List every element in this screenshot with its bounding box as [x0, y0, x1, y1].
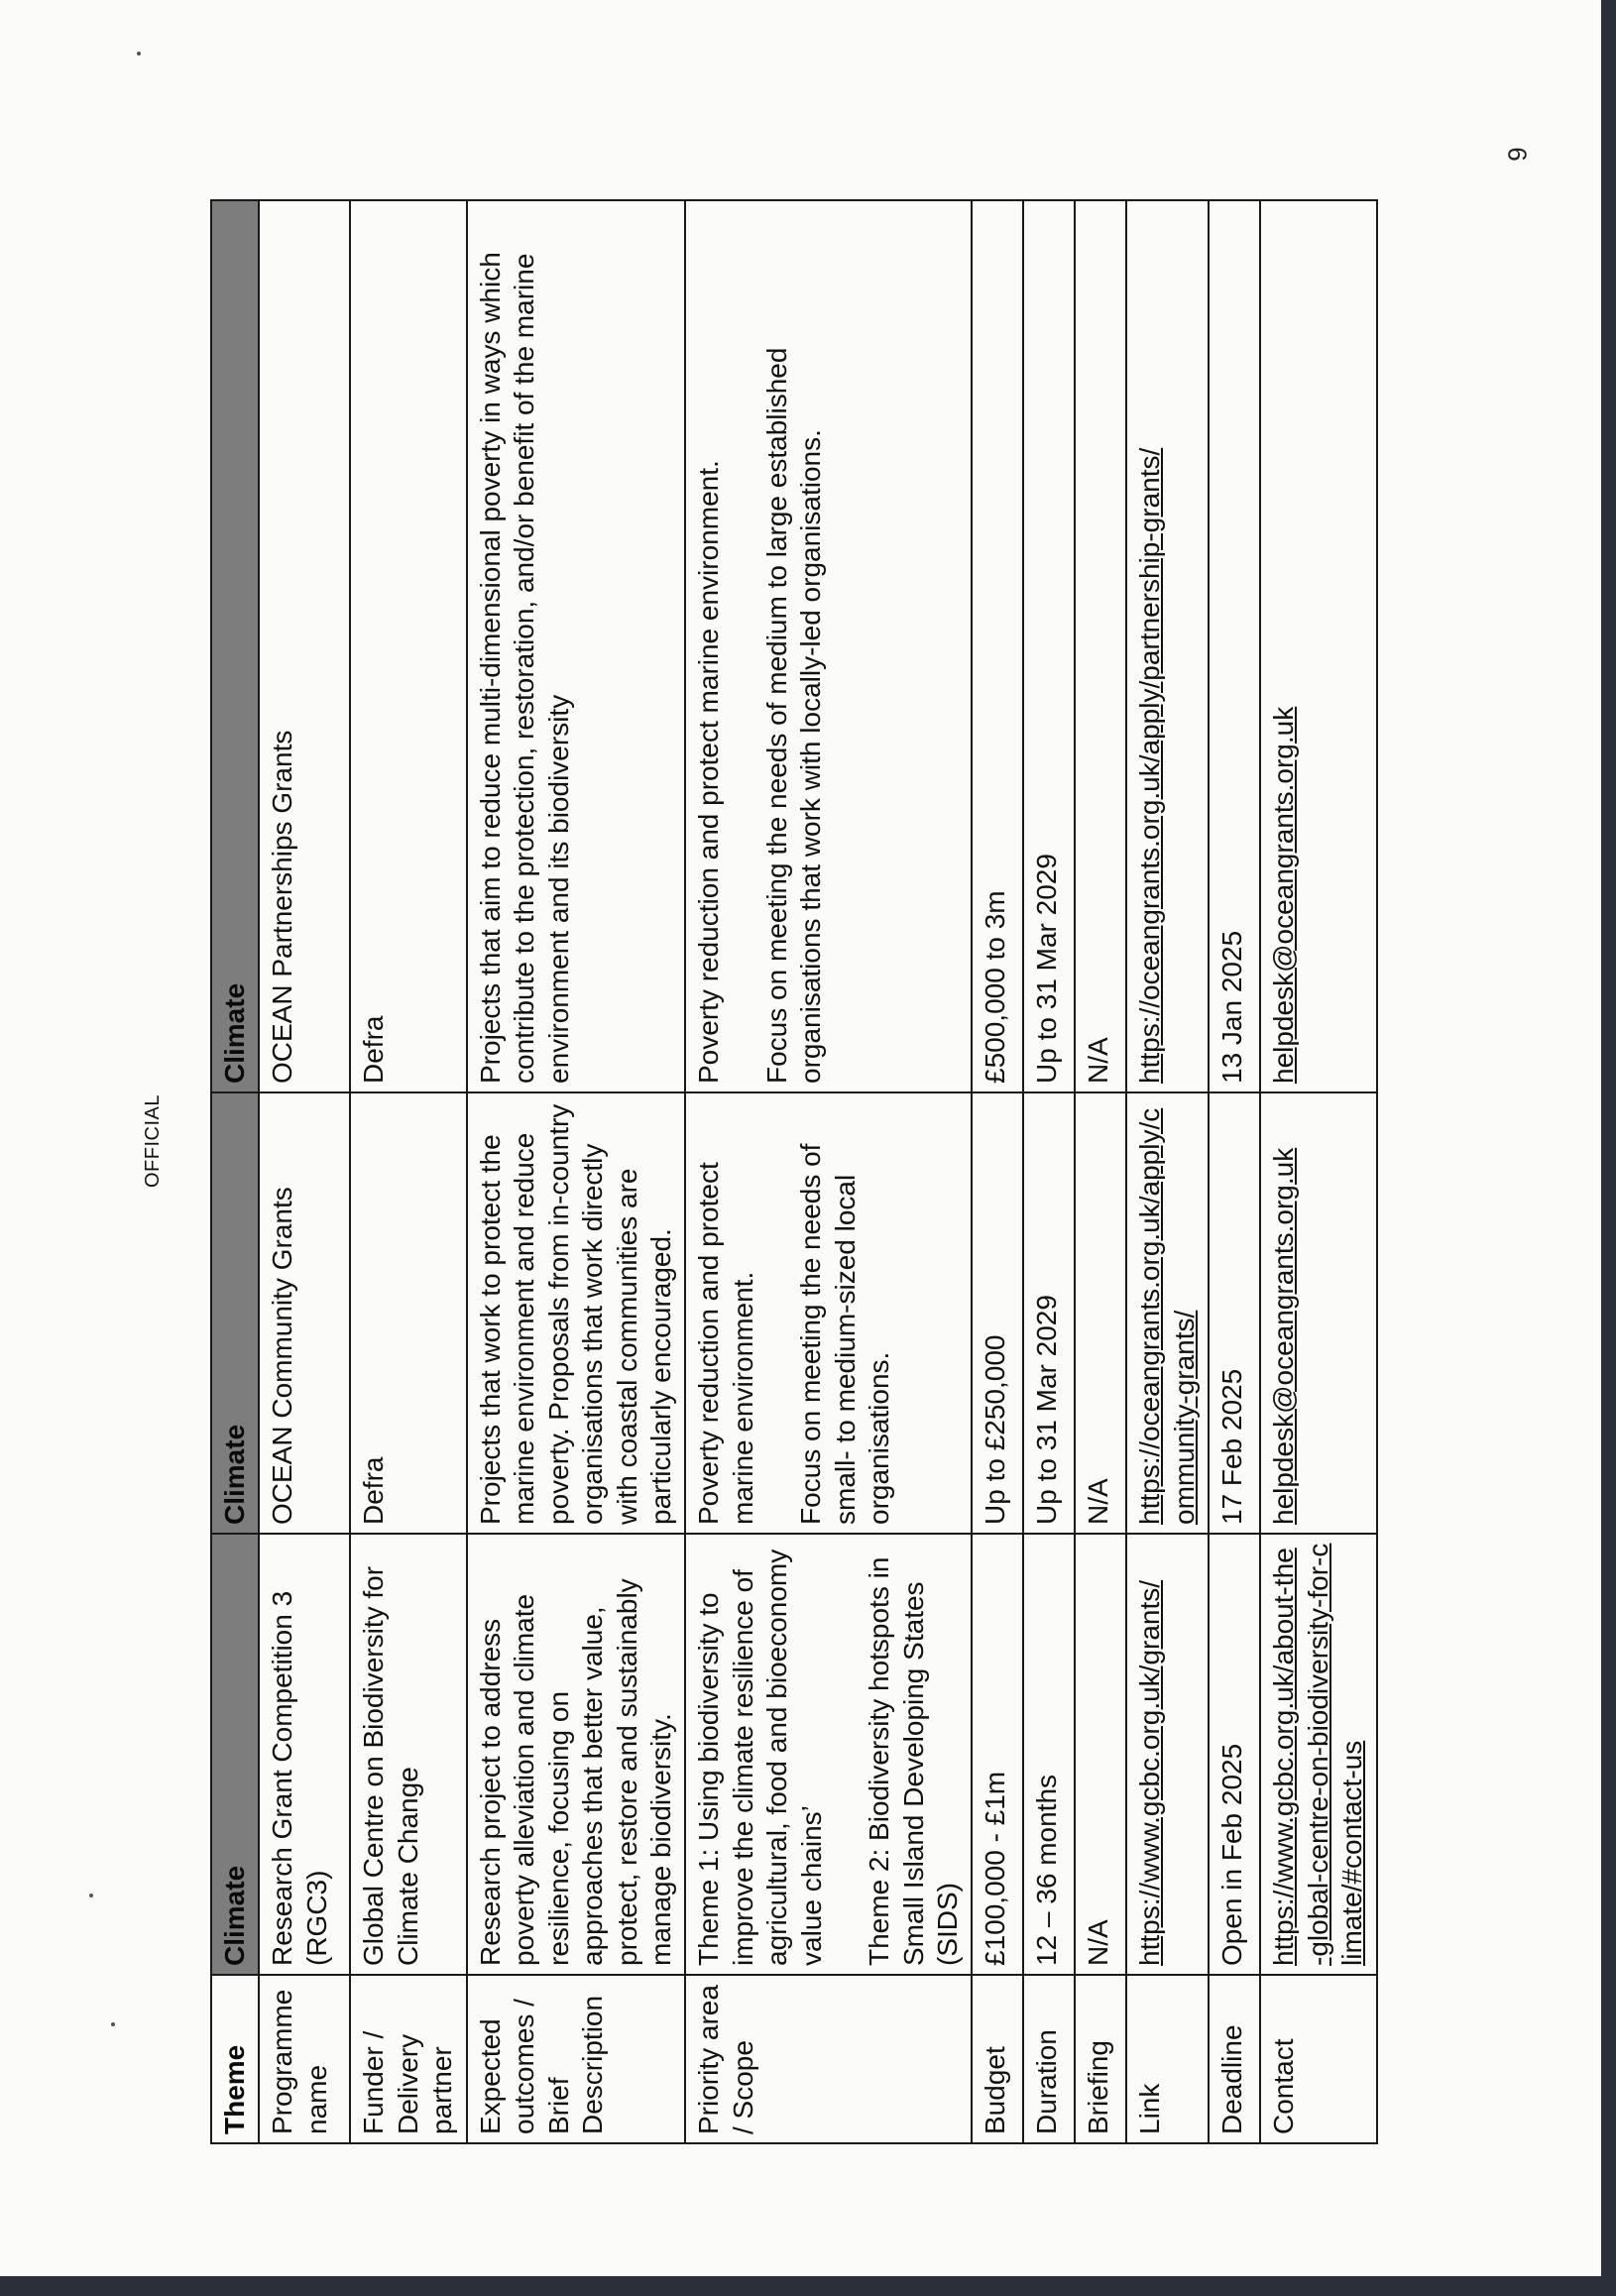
page-number: 6	[1502, 147, 1533, 162]
cell-paragraph: Poverty reduction and protect marine environment.	[693, 1162, 758, 1525]
grants-link[interactable]: https://www.gcbc.org.uk/grants/	[1134, 1579, 1166, 1966]
table-row-funder	[350, 200, 466, 2143]
partnership-grants-link[interactable]: https://oceangrants.org.uk/apply/partnership-grants/	[1134, 447, 1166, 1084]
table-cell: 12 – 36 months	[1023, 1534, 1075, 1975]
table-cell: Research Grant Competition 3 (RGC3)	[259, 1534, 350, 1975]
table-cell	[685, 1092, 972, 1534]
table-cell: Up to £250,000	[972, 1092, 1023, 1534]
column-header-climate-2: Climate	[211, 1092, 259, 1534]
row-label: Priority area / Scope	[685, 1975, 972, 2143]
table-cell: Open in Feb 2025	[1209, 1534, 1260, 1975]
table-row-contact	[1260, 200, 1376, 2143]
table-row-budget	[972, 200, 1023, 2143]
row-label: Briefing	[1075, 1975, 1126, 2143]
table-cell: Research project to address poverty alleviation and climate resilience, focusing on approaches that better value, protect, restore and sustainably manage biodiversity.	[467, 1534, 686, 1975]
table-row-link	[1126, 200, 1209, 2143]
community-grants-link[interactable]: https://oceangrants.org.uk/apply/community-grants/	[1134, 1107, 1200, 1525]
cell-paragraph: Poverty reduction and protect marine environment.	[693, 460, 725, 1084]
cell-paragraph: Focus on meeting the needs of medium to large established organisations that work with locally-led organisations.	[760, 347, 827, 1084]
table-cell: OCEAN Partnerships Grants	[259, 200, 350, 1092]
table-cell: Up to 31 Mar 2029	[1023, 1092, 1075, 1534]
table-cell: £500,000 to 3m	[972, 200, 1023, 1092]
table-cell	[685, 1534, 972, 1975]
header-row	[211, 200, 259, 2143]
table-cell: £100,000 - £1m	[972, 1534, 1023, 1975]
table-cell	[685, 200, 972, 1092]
table-cell: N/A	[1075, 1534, 1126, 1975]
table-cell	[1260, 1092, 1376, 1534]
table-row-deadline	[1209, 200, 1260, 2143]
row-label: Budget	[972, 1975, 1023, 2143]
table-row-duration	[1023, 200, 1075, 2143]
table-cell	[1126, 1534, 1209, 1975]
column-header-climate-3: Climate	[211, 200, 259, 1092]
table-cell: Up to 31 Mar 2029	[1023, 200, 1075, 1092]
row-label: Duration	[1023, 1975, 1075, 2143]
table-cell: N/A	[1075, 200, 1126, 1092]
table-cell: Projects that work to protect the marine environment and reduce poverty. Proposals from in-country organisations that work directly with coastal communities are particularly encouraged.	[467, 1092, 686, 1534]
scan-edge-right	[1601, 0, 1616, 2296]
column-header-climate-1: Climate	[211, 1534, 259, 1975]
table-cell: Defra	[350, 200, 466, 1092]
table-row-programme-name	[259, 200, 350, 2143]
scan-speck	[111, 2022, 115, 2026]
scan-speck	[137, 52, 141, 56]
table-row-priority-area	[685, 200, 972, 2143]
table-cell: OCEAN Community Grants	[259, 1092, 350, 1534]
cell-paragraph: Theme 1: Using biodiversity to improve the climate resilience of agricultural, food and bioeconomy value chains’	[693, 1549, 827, 1966]
scan-speck	[89, 1894, 93, 1897]
table-cell	[1126, 1092, 1209, 1534]
cell-paragraph: Theme 2: Biodiversity hotspots in Small Island Developing States (SIDS)	[864, 1556, 963, 1966]
helpdesk-email-link[interactable]: helpdesk@oceangrants.org.uk	[1268, 706, 1300, 1084]
table-cell	[1260, 200, 1376, 1092]
scan-edge-bottom	[0, 2276, 1616, 2296]
cell-paragraph: Focus on meeting the needs of small- to medium-sized local organisations.	[795, 1143, 895, 1525]
row-label: Programme name	[259, 1975, 350, 2143]
helpdesk-email-link[interactable]: helpdesk@oceangrants.org.uk	[1268, 1147, 1300, 1525]
table-cell	[1126, 200, 1209, 1092]
funding-table	[210, 199, 1378, 2144]
table-cell: N/A	[1075, 1092, 1126, 1534]
table-cell: 13 Jan 2025	[1209, 200, 1260, 1092]
table-cell: Defra	[350, 1092, 466, 1534]
table-cell: 17 Feb 2025	[1209, 1092, 1260, 1534]
row-label: Link	[1126, 1975, 1209, 2143]
table-cell: Global Centre on Biodiversity for Climate Change	[350, 1534, 466, 1975]
table-cell: Projects that aim to reduce multi-dimensional poverty in ways which contribute to the protection, restoration, and/or benefit of the marine environment and its biodiversity	[467, 200, 686, 1092]
table-cell	[1260, 1534, 1376, 1975]
table-row-briefing	[1075, 200, 1126, 2143]
column-header-theme: Theme	[211, 1975, 259, 2143]
row-label: Funder / Delivery partner	[350, 1975, 466, 2143]
rotated-table-wrapper	[210, 201, 1368, 2144]
row-label: Deadline	[1209, 1975, 1260, 2143]
table-row-expected-outcomes	[467, 200, 686, 2143]
contact-link[interactable]: https://www.gcbc.org.uk/about-the-global-centre-on-biodiversity-for-climate/#contact-us	[1268, 1543, 1368, 1966]
page-header: OFFICIAL	[142, 1093, 164, 1188]
row-label: Contact	[1260, 1975, 1376, 2143]
row-label: Expected outcomes / Brief Description	[467, 1975, 686, 2143]
